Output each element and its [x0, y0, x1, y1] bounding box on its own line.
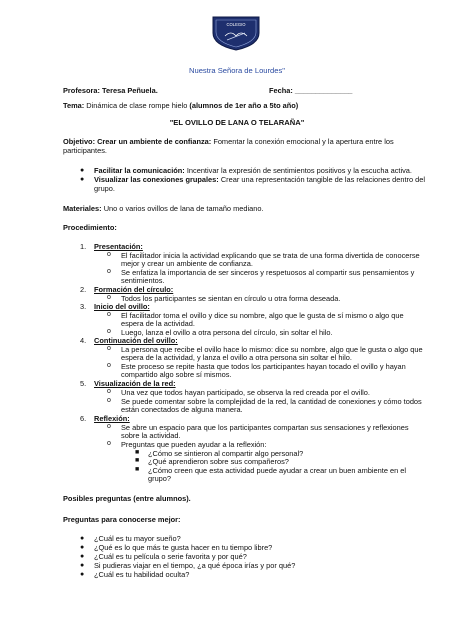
circle-bullet-icon: o	[107, 251, 111, 258]
step-item: Este proceso se repite hasta que todos los participantes hayan tocado el ovillo y hayan	[121, 362, 406, 371]
goal-2-text: Crear una representación tangible de las relaciones dentro del	[220, 175, 426, 184]
bullet-icon: ●	[80, 571, 85, 578]
step-number: 5.	[80, 379, 87, 388]
circle-bullet-icon: o	[107, 423, 111, 430]
step-number: 6.	[80, 414, 87, 423]
bullet-icon: ●	[80, 535, 85, 542]
procedure-heading: Procedimiento:	[63, 223, 117, 232]
circle-bullet-icon: o	[107, 294, 111, 301]
question-item: ¿Cuál es tu película o serie favorita y por qué?	[94, 552, 247, 561]
date-text: Fecha: ______________	[269, 86, 353, 95]
goal-2	[94, 175, 425, 184]
reflection-question-cont: grupo?	[148, 474, 172, 483]
step-item-cont: mejor y crear un ambiente de confianza.	[121, 259, 253, 268]
step-item-cont: están conectados de alguna manera.	[121, 405, 243, 414]
circle-bullet-icon: o	[107, 311, 111, 318]
step-number: 2.	[80, 285, 87, 294]
goal-1	[94, 166, 412, 175]
circle-bullet-icon: o	[107, 397, 111, 404]
step-item: Se abre un espacio para que los participantes compartan sus sensaciones y reflexiones	[121, 423, 409, 432]
materials-label: Materiales:	[63, 204, 102, 213]
step-number: 1.	[80, 242, 87, 251]
bullet-icon: ●	[80, 167, 85, 174]
square-bullet-icon: ■	[135, 457, 140, 464]
step-title: Visualización de la red:	[94, 379, 176, 388]
goal-2-label: Visualizar las conexiones grupales:	[94, 175, 219, 184]
materials-text: Uno o varios ovillos de lana de tamaño mediano.	[103, 204, 264, 213]
step-item: Luego, lanza el ovillo a otra persona del círculo, sin soltar el hilo.	[121, 328, 333, 337]
question-item: ¿Cuál es tu mayor sueño?	[94, 534, 181, 543]
step-title: Inicio del ovillo:	[94, 302, 150, 311]
step-item: Una vez que todos hayan participado, se observa la red creada por el ovillo.	[121, 388, 370, 397]
document-title: "EL OVILLO DE LANA O TELARAÑA"	[169, 118, 305, 127]
objective-text-2: participantes.	[63, 146, 107, 155]
school-crest-icon	[211, 15, 261, 51]
step-title: Reflexión:	[94, 414, 130, 423]
topic-label: Tema:	[63, 101, 85, 110]
svg-text:COLEGIO: COLEGIO	[226, 22, 246, 27]
square-bullet-icon: ■	[135, 449, 140, 456]
question-item: ¿Qué es lo que más te gusta hacer en tu tiempo libre?	[94, 543, 273, 552]
step-item-cont: compartido algo sobre sí mismos.	[121, 370, 232, 379]
step-number: 4.	[80, 336, 87, 345]
step-number: 3.	[80, 302, 87, 311]
objective-label: Objetivo: Crear un ambiente de confianza:	[63, 137, 212, 146]
step-item: El facilitador inicia la actividad explicando que se trata de una forma divertida de conocerse	[121, 251, 420, 260]
goal-1-label: Facilitar la comunicación:	[94, 166, 185, 175]
step-item: Se enfatiza la importancia de ser sinceros y respetuosos al compartir sus pensamientos y	[121, 268, 415, 277]
bullet-icon: ●	[80, 544, 85, 551]
objective-text-1: Fomentar la conexión emocional y la apertura entre los	[213, 137, 394, 146]
question-item: ¿Cuál es tu habilidad oculta?	[94, 570, 190, 579]
reflection-question: ¿Qué aprendieron sobre sus compañeros?	[148, 457, 289, 466]
topic-grades: (alumnos de 1er año a 5to año)	[189, 101, 299, 110]
step-title: Formación del círculo:	[94, 285, 174, 294]
square-bullet-icon: ■	[135, 466, 140, 473]
step-item-cont: espera de la actividad.	[121, 319, 195, 328]
step-item: La persona que recibe el ovillo hace lo mismo: dice su nombre, algo que le gusta o algo que	[121, 345, 423, 354]
date-label	[269, 86, 352, 95]
step-title: Continuación del ovillo:	[94, 336, 178, 345]
step-item: Se puede comentar sobre la complejidad de la red, la cantidad de conexiones y cómo todos	[121, 397, 422, 406]
topic-line	[63, 101, 298, 110]
circle-bullet-icon: o	[107, 362, 111, 369]
circle-bullet-icon: o	[107, 345, 111, 352]
objective-line-1	[63, 137, 394, 146]
reflection-question: ¿Cómo creen que esta actividad puede ayudar a crear un buen ambiente en el	[148, 466, 407, 475]
step-item: Preguntas que pueden ayudar a la reflexión:	[121, 440, 267, 449]
teacher-label: Profesora: Teresa Peñuela.	[63, 86, 158, 95]
school-name: Nuestra Señora de Lourdes"	[189, 66, 285, 75]
circle-bullet-icon: o	[107, 268, 111, 275]
circle-bullet-icon: o	[107, 388, 111, 395]
bullet-icon: ●	[80, 176, 85, 183]
step-title: Presentación:	[94, 242, 143, 251]
reflection-question: ¿Cómo se sintieron al compartir algo personal?	[148, 449, 304, 458]
topic-text: Dinámica de clase rompe hielo	[86, 101, 188, 110]
step-item-cont: espera de la actividad, y lanza el ovillo a otra persona sin soltar el hilo.	[121, 353, 352, 362]
goal-1-text: Incentivar la expresión de sentimientos positivos y la escucha activa.	[186, 166, 412, 175]
step-item: El facilitador toma el ovillo y dice su nombre, algo que le gusta de sí mismo o algo que	[121, 311, 404, 320]
step-item-cont: sentimientos.	[121, 276, 165, 285]
circle-bullet-icon: o	[107, 328, 111, 335]
step-item: Todos los participantes se sientan en círculo u otra forma deseada.	[121, 294, 341, 303]
possible-questions-heading: Posibles preguntas (entre alumnos).	[63, 494, 191, 503]
materials-line	[63, 204, 264, 213]
bullet-icon: ●	[80, 562, 85, 569]
circle-bullet-icon: o	[107, 440, 111, 447]
bullet-icon: ●	[80, 553, 85, 560]
step-item-cont: sobre la actividad.	[121, 431, 181, 440]
question-item: Si pudieras viajar en el tiempo, ¿a qué época irías y por qué?	[94, 561, 296, 570]
goal-2-text-2: grupo.	[94, 184, 115, 193]
know-better-heading: Preguntas para conocerse mejor:	[63, 515, 181, 524]
